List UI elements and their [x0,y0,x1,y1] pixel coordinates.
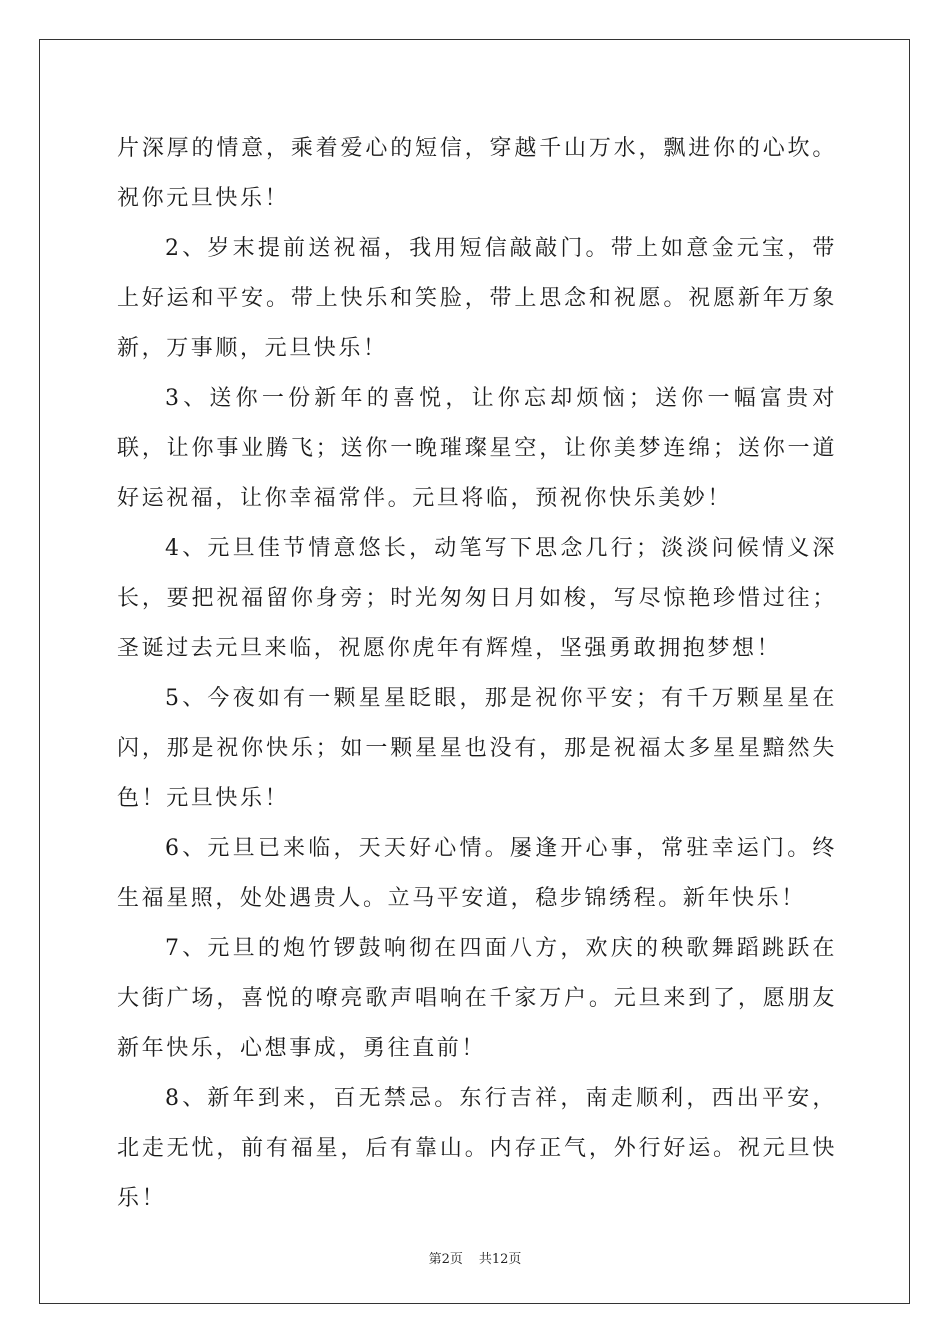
paragraph-1: 片深厚的情意，乘着爱心的短信，穿越千山万水，飘进你的心坎。祝你元旦快乐！ [117,136,837,211]
paragraph-3: 3、送你一份新年的喜悦，让你忘却烦恼；送你一幅富贵对联，让你事业腾飞；送你一晚璀璨星空，让你美梦连绵；送你一道好运祝福，让你幸福常伴。元旦将临，预祝你快乐美妙！ [117,386,837,511]
paragraph-5: 5、今夜如有一颗星星眨眼，那是祝你平安；有千万颗星星在闪，那是祝你快乐；如一颗星星也没有，那是祝福太多星星黯然失色！元旦快乐！ [117,686,837,811]
paragraph-2: 2、岁末提前送祝福，我用短信敲敲门。带上如意金元宝，带上好运和平安。带上快乐和笑脸，带上思念和祝愿。祝愿新年万象新，万事顺，元旦快乐！ [117,236,837,361]
paragraph-6: 6、元旦已来临，天天好心情。屡逢开心事，常驻幸运门。终生福星照，处处遇贵人。立马平安道，稳步锦绣程。新年快乐！ [117,836,837,911]
paragraph-4: 4、元旦佳节情意悠长，动笔写下思念几行；淡淡问候情义深长，要把祝福留你身旁；时光匆匆日月如梭，写尽惊艳珍惜过往；圣诞过去元旦来临，祝愿你虎年有辉煌，坚强勇敢拥抱梦想！ [117,536,837,661]
paragraph-8: 8、新年到来，百无禁忌。东行吉祥，南走顺利，西出平安，北走无忧，前有福星，后有靠山。内存正气，外行好运。祝元旦快乐！ [117,1086,837,1211]
page-footer [0,1248,950,1267]
page-number-total: 共12页 [478,1252,522,1267]
page-number-current: 第2页 [428,1252,463,1267]
paragraph-7: 7、元旦的炮竹锣鼓响彻在四面八方，欢庆的秧歌舞蹈跳跃在大街广场，喜悦的嘹亮歌声唱响在千家万户。元旦来到了，愿朋友新年快乐，心想事成，勇往直前！ [117,936,837,1061]
document-body [117,124,837,1224]
